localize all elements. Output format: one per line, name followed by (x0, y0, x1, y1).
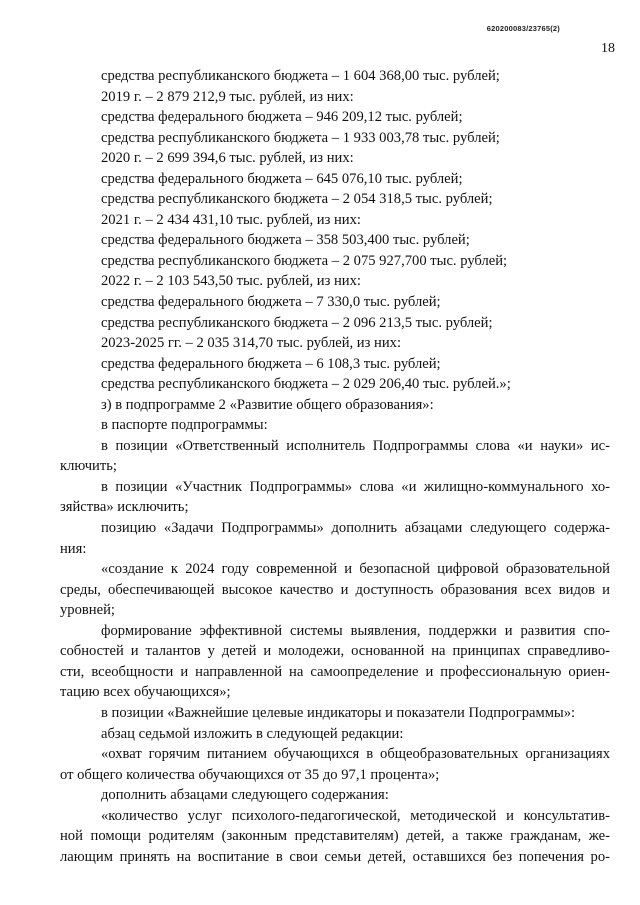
text-line: в позиции «Ответственный исполнитель Подпрограммы слова «и науки» ис- (101, 437, 610, 454)
text-line: в позиции «Важнейшие целевые индикаторы и показатели Подпрограммы»: (101, 704, 576, 721)
text-line: средства федерального бюджета – 645 076,10 тыс. рублей; (101, 170, 463, 187)
page-number: 18 (601, 41, 615, 56)
text-line: 2019 г. – 2 879 212,9 тыс. рублей, из них: (101, 88, 354, 105)
text-line: дополнить абзацами следующего содержания: (101, 787, 389, 804)
text-line: сти, всеобщности и направленной на самоопределение и профессиональную ориен- (60, 663, 610, 680)
document-body (60, 66, 610, 867)
text-line: средства республиканского бюджета – 1 933 003,78 тыс. рублей; (101, 129, 500, 146)
text-line: средства республиканского бюджета – 2 029 206,40 тыс. рублей.»; (101, 376, 511, 393)
text-line: от общего количества обучающихся от 35 до 97,1 процента»; (60, 766, 440, 783)
text-line: средства федерального бюджета – 7 330,0 тыс. рублей; (101, 294, 441, 311)
text-line: ной помощи родителям (законным представителям) детей, а также гражданам, же- (60, 828, 610, 845)
text-line: собностей и талантов у детей и молодежи, основанной на принципах справедливо- (60, 643, 610, 660)
text-line: 2023-2025 гг. – 2 035 314,70 тыс. рублей, из них: (101, 335, 402, 352)
text-line: абзац седьмой изложить в следующей редакции: (101, 725, 404, 742)
text-line: формирование эффективной системы выявления, поддержки и развития спо- (101, 622, 610, 639)
text-line: ния: (60, 540, 87, 557)
text-line: «охват горячим питанием обучающихся в общеобразовательных организациях (101, 746, 610, 763)
text-line: «создание к 2024 году современной и безопасной цифровой образовательной (101, 561, 610, 578)
text-line: средства республиканского бюджета – 2 054 318,5 тыс. рублей; (101, 191, 493, 208)
text-line: уровней; (60, 602, 115, 619)
text-line: в паспорте подпрограммы: (101, 417, 268, 434)
text-line: 2022 г. – 2 103 543,50 тыс. рублей, из них: (101, 273, 361, 290)
text-line: ключить; (60, 458, 117, 475)
text-line: з) в подпрограмме 2 «Развитие общего образования»: (101, 396, 434, 413)
text-line: зяйства» исключить; (60, 499, 189, 516)
text-line: 2021 г. – 2 434 431,10 тыс. рублей, из них: (101, 211, 361, 228)
text-line: лающим принять на воспитание в свои семьи детей, оставшихся без попечения ро- (60, 848, 610, 865)
text-line: тацию всех обучающихся»; (60, 684, 231, 701)
text-line: средства республиканского бюджета – 2 096 213,5 тыс. рублей; (101, 314, 493, 331)
text-line: средства федерального бюджета – 6 108,3 тыс. рублей; (101, 355, 441, 372)
text-line: позицию «Задачи Подпрограммы» дополнить абзацами следующего содержа- (101, 520, 610, 537)
text-line: средства республиканского бюджета – 2 075 927,700 тыс. рублей; (101, 252, 508, 269)
text-line: средства республиканского бюджета – 1 604 368,00 тыс. рублей; (101, 68, 500, 84)
text-line: среды, обеспечивающей высокое качество и доступность образования всех видов и (60, 581, 610, 598)
text-line: в позиции «Участник Подпрограммы» слова «и жилищно-коммунального хо- (101, 478, 610, 495)
text-line: средства федерального бюджета – 358 503,400 тыс. рублей; (101, 232, 470, 249)
text-line: «количество услуг психолого-педагогической, методической и консультатив- (101, 807, 610, 824)
text-line: средства федерального бюджета – 946 209,12 тыс. рублей; (101, 109, 463, 126)
document-id: 620200083/23765(2) (486, 24, 560, 33)
text-line: 2020 г. – 2 699 394,6 тыс. рублей, из них: (101, 150, 354, 167)
